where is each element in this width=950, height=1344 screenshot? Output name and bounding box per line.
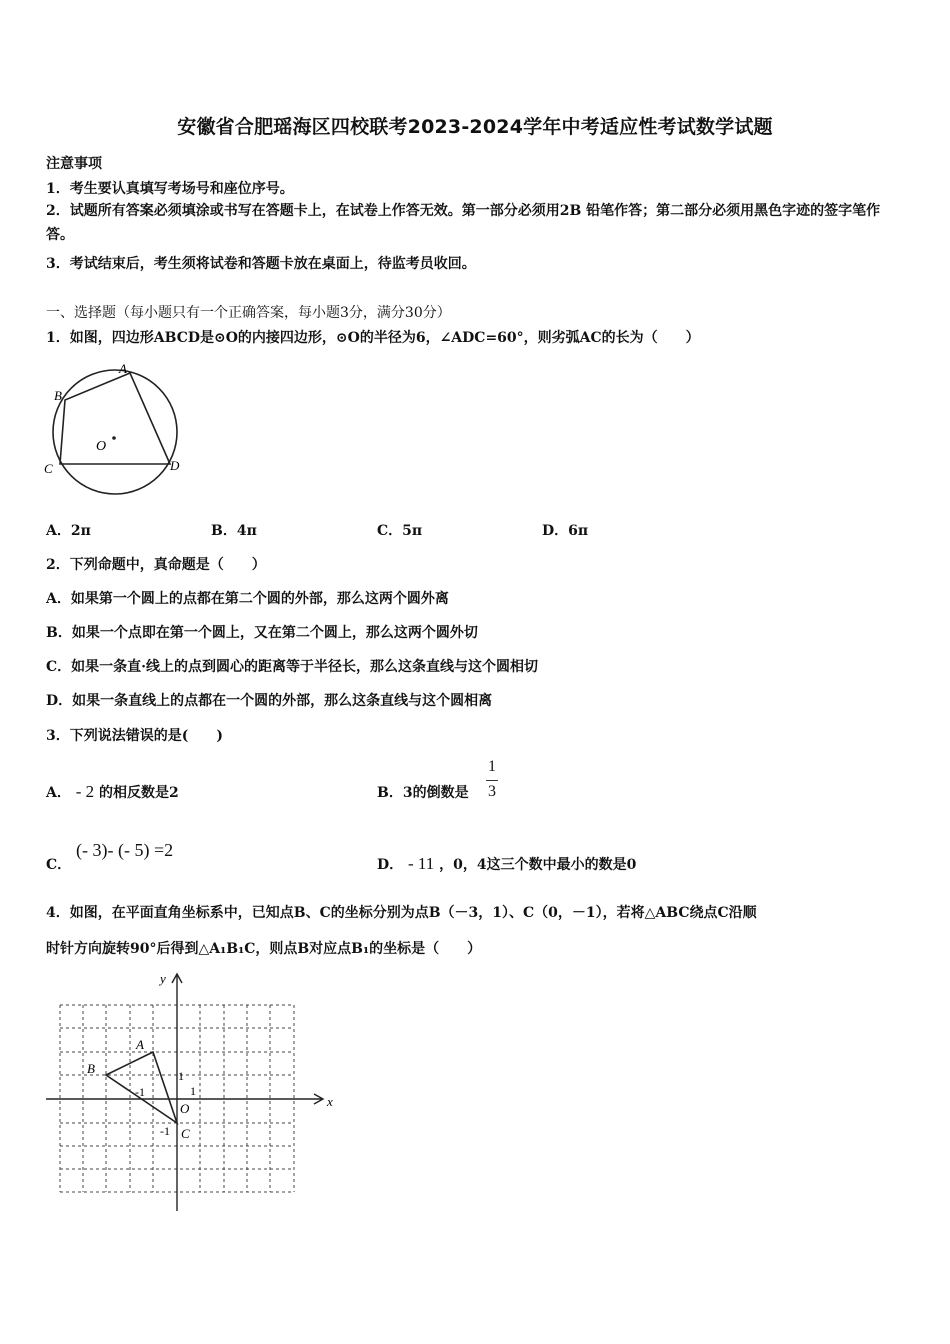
label-a: A [119,361,127,376]
label-c: C [44,461,53,476]
q3-a-prefix: A． [46,785,71,801]
q4-stem-line-1: 4．如图，在平面直角坐标系中，已知点B、C的坐标分别为点B（－3，1）、C（0，－1），若将△ABC绕点C沿顺 [46,905,757,921]
notice-item-3: 3．考试结束后，考生须将试卷和答题卡放在桌面上，待监考员收回。 [46,256,476,272]
tick-label-1-x: 1 [190,1084,196,1098]
q2-stem: 2．下列命题中，真命题是（ ） [46,557,266,573]
center-dot [112,436,116,440]
q3-option-c-prefix: C． [46,857,72,873]
q3-d-math: - 11 [408,854,435,873]
q4-stem-line-2: 时针方向旋转90°后得到△A₁B₁C，则点B对应点B₁的坐标是（ ） [46,941,482,957]
q2-option-a[interactable]: A．如果第一个圆上的点都在第二个圆的外部，那么这两个圆外离 [46,591,449,607]
q3-b-denominator: 3 [488,783,496,800]
q3-option-d[interactable] [377,854,636,874]
q2-option-c[interactable]: C．如果一条直·线上的点到圆心的距离等于半径长，那么这条直线与这个圆相切 [46,659,539,675]
tick-label-neg1-y: -1 [160,1124,170,1138]
label-o: O [96,439,107,454]
q1-option-a[interactable]: A．2π [46,523,91,539]
point-label-b: B [87,1061,95,1076]
q3-b-text: B．3的倒数是 [377,785,469,801]
q1-circle-figure [40,360,190,505]
q3-option-a[interactable] [46,782,179,802]
q3-b-fraction-bar [486,780,498,781]
q1-option-c[interactable]: C．5π [377,523,423,539]
q4-coordinate-figure [40,965,340,1215]
q3-a-math: - 2 [75,782,95,801]
q3-a-suffix: 的相反数是2 [99,785,179,801]
label-b: B [54,388,62,403]
q1-option-b[interactable]: B．4π [211,523,257,539]
q3-stem: 3．下列说法错误的是( ) [46,728,223,744]
q1-option-d[interactable]: D．6π [542,523,589,539]
tick-label-neg1-x: -1 [135,1085,145,1099]
notice-item-1: 1．考生要认真填写考场号和座位序号。 [46,181,294,197]
q3-d-prefix: D． [377,857,404,873]
axis-label-x: x [327,1094,333,1109]
point-label-a: A [136,1037,144,1052]
label-d: D [170,458,180,473]
notice-heading: 注意事项 [46,156,102,172]
q3-option-c[interactable]: (- 3)- (- 5) =2 [76,840,174,860]
quadrilateral-abcd [60,373,170,464]
q3-b-numerator: 1 [488,758,496,775]
q3-d-suffix: ，0，4这三个数中最小的数是0 [439,857,637,873]
q2-option-b[interactable]: B．如果一个点即在第一个圆上，又在第二个圆上，那么这两个圆外切 [46,625,478,641]
q3-option-b[interactable] [377,782,469,802]
q1-stem: 1．如图，四边形ABCD是⊙O的内接四边形，⊙O的半径为6，∠ADC=60°，则劣弧AC的长为（ ） [46,330,700,346]
section-heading: 一、选择题（每小题只有一个正确答案，每小题3分，满分30分） [46,305,451,321]
point-label-c: C [181,1126,190,1141]
circle-o [53,370,177,494]
page-title: 安徽省合肥瑶海区四校联考2023-2024学年中考适应性考试数学试题 [177,116,773,138]
notice-item-2: 2．试题所有答案必须填涂或书写在答题卡上，在试卷上作答无效。第一部分必须用2B 铅笔作答；第二部分必须用黑色字迹的签字笔作答。 [46,203,881,243]
axis-label-y: y [160,971,166,986]
tick-label-1-y: 1 [178,1069,184,1083]
q2-option-d[interactable]: D．如果一条直线上的点都在一个圆的外部，那么这条直线与这个圆相离 [46,693,493,709]
origin-label: O [180,1101,190,1116]
